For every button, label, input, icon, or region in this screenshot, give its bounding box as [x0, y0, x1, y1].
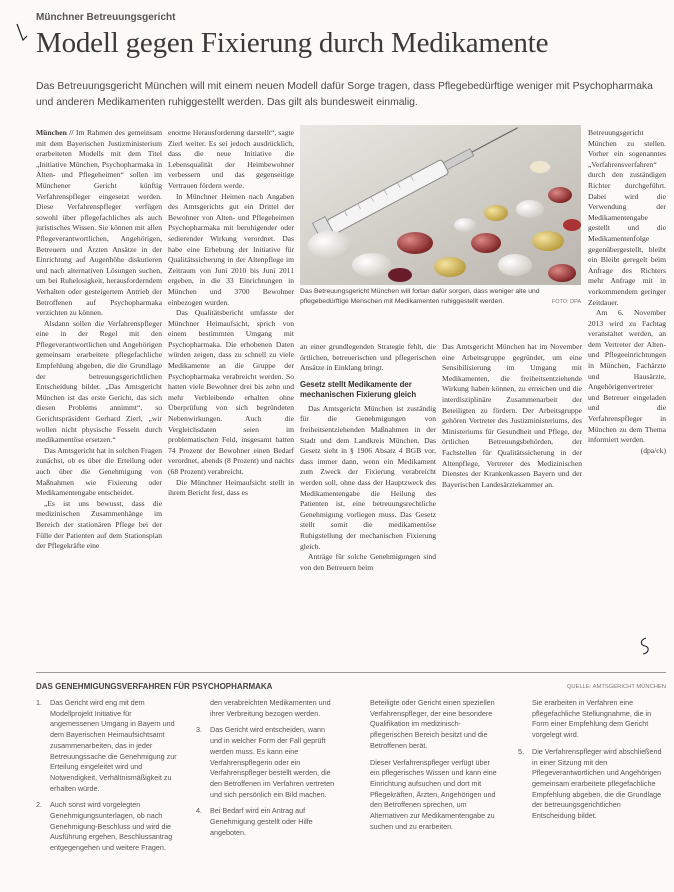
- info-box: [36, 676, 666, 892]
- paragraph: Betreuungsgericht München zu stellen. Vorher ein sogenanntes „Verfahrensverfahren“ durch den zuständigen Richter durchgeführt. Dabei wird die Verwendung der Medikamentengabe gestellt und die Medikamentenfolge gegenübergestellt, bleibt ein Bleibt geregelt beim Anfrage des Richters mehr Anfrage mit in vorkommendem geringer Zeitdauer.: [588, 128, 666, 307]
- pills-syringe-photo: [300, 125, 581, 285]
- dateline: München //: [36, 128, 74, 137]
- paragraph: Das Amtsgericht München ist zuständig für die Genehmigungen von freiheitsentziehenden Maßnahmen in der Stadt und dem Landkreis München. Das Gesetz sieht in § 1906 Absatz 4 BGB vor, dass immer dann, wenn ein Medikament zum Zweck der Fixierung verabreicht werden soll, ohne dass der Hauptzweck des Medikamentengabe die Heilung des Patienten ist, eine betreuungsrechtliche Genehmigung vorliegen muss. Das Gesetz stellt somit die medikamentöse Ruhigstellung der mechanischen Fixierung gleich.: [300, 403, 436, 551]
- paragraph: Das Qualitätsbericht umfasste der Münchner Heimaufsicht, sprich von einem bestimmten Umgang mit Psychopharmaka. Die erhobenen Daten würden zeigen, dass zu schnell zu viele Medikamente an die Gruppe der Psychopharmaka verabreicht werden. So hatten viele Bewohner drei bis zehn und mehr Verbleibende erhalten ohne Überprüfung von sich begründeten Nebenwirkungen. Auch die Vergleichsdaten seien im problematischen Feld, insgesamt hatten 74 Prozent der Bewohner einen Bedarf verordnet, abends (8 Prozent) und nachts (68 Prozent) verabreicht.: [168, 308, 294, 476]
- info-box-column-4: [518, 698, 666, 892]
- divider: [36, 672, 666, 673]
- list-item: Beteiligte oder Gericht einen speziellen Verfahrenspfleger, der eine besondere Qualifikation im medizinisch-pflegerischen Bereich besitzt und die Betroffenen berät.: [370, 698, 495, 750]
- article-column-1: [36, 128, 162, 668]
- paragraph: Am 6. November 2013 wird zu Fachtag veranstaltet werden, an dem Vertreter der Alten- und Pflegeeinrichtungen in München, Fachärzte und Hausärzte, Angehörigenvertreter und Betreuer eingeladen und die Verfahrenspfleger in München zu dem Thema informiert werden.: [588, 308, 666, 445]
- info-box-column-2: [196, 698, 338, 892]
- list-item: 3. Das Gericht wird entscheiden, wann und in welcher Form der Fall geprüft werden muss. Es kann eine Verfahrenspflegerin oder ein Verfahrenspfleger bestellt werden, die den Betroffenen im Verfahren vertreten und sich persönlich ein Bild machen.: [196, 725, 335, 799]
- lead-paragraph: Das Betreuungsgericht München will mit einem neuen Modell dafür Sorge tragen, dass Pflegebedürftige weniger mit Psychopharmaka und anderen Medikamenten ruhiggestellt werden. Das gilt als bundesweit einmalig.: [36, 81, 653, 108]
- list-item: 4. Bei Bedarf wird ein Antrag auf Genehmigung gestellt oder Hilfe angeboten.: [196, 806, 313, 837]
- paragraph: an einer grundlegenden Strategie fehlt, die örtlichen, betreuerischen und pflegerischen Ansätze in Einklang bringt.: [300, 342, 436, 373]
- handwritten-signature-icon: [638, 636, 652, 656]
- article-photo: [300, 125, 581, 285]
- paragraph: München // Im Rahmen des gemeinsam mit dem Bayerischen Justizministerium erarbeiteten Modells mit dem Titel „Initiative München, Psychopharmaka in Alten- und Pflegeheimen“ sollen im Münchener Gericht künftig Verfahrenspfleger eingesetzt werden. Diese Verfahrenspfleger verfügen sowohl über pflegefachliches als auch juristisches Wissen. Sie können mit allen Pflegeverantwortlichen, Angehörigen, Betreuern und Ärzten Ansätze in der Einrichtung auf Augenhöhe diskutieren und nach alternativen Lösungen suchen, um bei Ruhelosigkeit, herausforderndem Verhalten oder gesteigertem Antrieb der Betroffenen auf Psychopharmaka verzichten zu können.: [36, 128, 162, 318]
- handwritten-mark-icon: [14, 22, 30, 46]
- photo-credit: FOTO: DPA: [551, 298, 581, 305]
- photo-caption: Das Betreuungsgericht München will fortan dafür sorgen, dass weniger alte und pflegebedürftige Menschen mit Medikamenten ruhiggestellt werden. FOTO: DPA: [300, 287, 581, 306]
- info-box-column-1: [36, 698, 178, 892]
- subheading: Gesetz stellt Medikamente der mechanischen Fixierung gleich: [300, 379, 417, 399]
- list-item: 1. Das Gericht wird eng mit dem Modellprojekt Initiative für angemessenen Umgang in Bayern und dem Bayerischen Heimaufsichtsamt zusammenarbeiten, das in jeder Betreuungssache die Genehmigung zur Erteilung eingeleitet wird und Notwendigkeit, Verhältnismäßigkeit zu erhalten würde.: [36, 698, 177, 793]
- paragraph: enorme Herausforderung darstellt“, sagte Zierl weiter. Es sei jedoch ausdrücklich, dass die neue Initiative die Lebensqualität der Heimbewohner verbessern und das gegenseitige Vertrauen fördern werde.: [168, 128, 294, 190]
- paragraph: Das Amtsgericht München hat im November eine Arbeitsgruppe gegründet, um eine Sensibilisierung im Umgang mit Medikamenten, die freiheitsentziehende Wirkung haben können, zu erreichen und die interdisziplinäre Zusammenarbeit der Beteiligten zu fördern. Der Arbeitsgruppe gehören Vertreter des Justizministeriums, des Ministeriums für Gesundheit und Pflege, der örtlichen Betreuungsbehörden, der Fachstellen für Qualitätssicherung in der Altenpflege, Vertreter des Medizinischen Dienstes der Krankenkassen Bayern und der Bayerischen Landesärztekammer an.: [442, 342, 582, 489]
- article-column-2: [168, 128, 294, 668]
- paragraph: Anträge für solche Genehmigungen sind von den Betreuern beim: [300, 552, 436, 572]
- paragraph: „Es ist uns bewusst, dass die medizinischen Zusammenhänge im Bereich der stationären Pflege bei der Fülle der Patienten auf dem Stationsplan der Pflegekräfte eine: [36, 498, 162, 551]
- list-item: den verabreichten Medikamenten und ihrer Verbreitung bezogen werden.: [210, 698, 331, 718]
- paragraph: Alsdann sollen die Verfahrenspfleger eine in der Regel mit den Pflegeverantwortlichen und Angehörigen gemeinsam erarbeitete pflegefachliche Empfehlung abgeben, die die Grundlage der betreuungsgerichtlichen Entscheidung bildet. „Das Amtsgericht München ist das erste Gericht, das sich diesen Problems annimmt“, so Gerichtspräsident Gerhard Zierl, „wir wollen nicht physische Fesseln durch medikamentöse ersetzen.“: [36, 318, 162, 445]
- paragraph: In Münchner Heimen nach Angaben des Amtsgerichts gut ein Drittel der Bewohner von Alten- und Pflegeheimen Psychopharmaka mit beruhigender oder sedierender Wirkung verordnet. Das habe eine Erhebung der Initiative für Qualitätssicherung in der Altenpflege im Zeitraum von Juni 2010 bis Juni 2011 ergeben, in die 33 Einrichtungen in München und 3700 Bewohner einbezogen wurden.: [168, 191, 294, 307]
- paragraph: Die Münchner Heimaufsicht stellt in ihrem Bericht fest, dass es: [168, 477, 294, 498]
- article-column-4: [588, 128, 666, 668]
- paragraph: Das Amtsgericht hat in solchen Fragen zunächst, ob es über die Erteilung oder auch über die Genehmigung von Maßnahmen wie Fixierung oder Medikamentengabe entscheidet.: [36, 445, 162, 498]
- signoff: (dpa/ck): [640, 445, 666, 455]
- info-box-source: QUELLE: AMTSGERICHT MÜNCHEN: [566, 684, 666, 690]
- list-item: 2. Auch sonst wird vorgelegten Genehmigungsunterlagen, ob nach Genehmigung-Beschluss und wird die Ausführung ergehen, Beschlussantrag entgegengehen und weitere Fragen.: [36, 800, 173, 853]
- list-item: 5. Die Verfahrenspfleger wird abschließend in einer Sitzung mit den Pflegeverantwortlichen und Angehörigen gemeinsam erarbeitete pflegefachliche Empfehlung abgeben, die die Grundlage der betreuungsgerichtlichen Entscheidung bildet.: [518, 746, 662, 821]
- headline: Modell gegen Fixierung durch Medikamente: [36, 27, 549, 59]
- article-column-3: [300, 342, 436, 668]
- info-box-title: DAS GENEHMIGUNGSVERFAHREN FÜR PSYCHOPHARMAKA: [36, 682, 273, 691]
- article-column-3b: [442, 342, 582, 668]
- list-item: Dieser Verfahrenspfleger verfügt über ein pflegerisches Wissen und kann eine Einrichtung aufsuchen und dort mit Pflegekräften, Ärzten, Angehörigen und den Betroffenen sprechen, um Alternativen zur Medikamentengabe zu suchen und zu erarbeiten.: [370, 757, 497, 831]
- info-box-column-3: [356, 698, 498, 892]
- list-item: Sie erarbeiten in Verfahren eine pflegefachliche Stellungnahme, die in Form einer Empfehlung dem Gericht vorgelegt wird.: [532, 698, 652, 740]
- kicker: Münchner Betreuungsgericht: [36, 12, 176, 23]
